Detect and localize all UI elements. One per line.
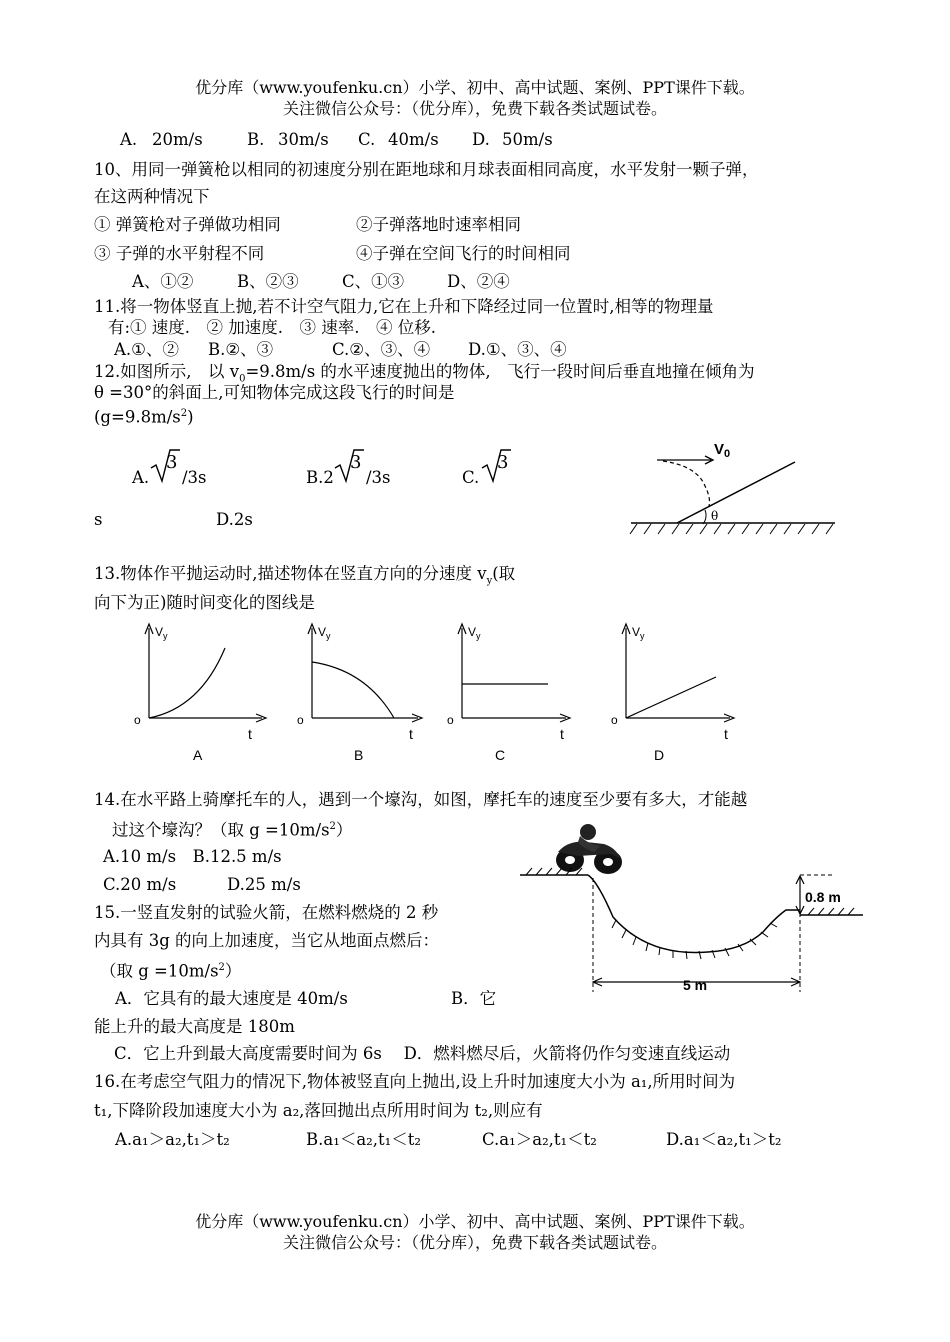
q12-line-3: $(g=9.8m/s^2)$ bbox=[94, 407, 194, 427]
q12-option-b-radicand: 3 bbox=[350, 452, 362, 473]
theta-label: θ bbox=[711, 509, 719, 523]
q12-line-1: 12.如图所示, 以 $v_0=9.8m/s$ 的水平速度抛出的物体, 飞行一段时间后垂直地撞在倾角为 bbox=[94, 362, 755, 385]
q11-option-c: C.②、③、④ bbox=[332, 340, 431, 359]
q11-option-b: B.②、③ bbox=[208, 340, 274, 359]
q9-option-b-label: B. bbox=[247, 130, 265, 149]
q16-option-b: B.a₁＜a₂,t₁＜t₂ bbox=[306, 1130, 422, 1149]
q13-graph-d bbox=[610, 618, 750, 770]
q14-line-2: 过这个壕沟？（取 $g =10m/s^2$） bbox=[112, 820, 353, 840]
q9-option-a-value: 20m/s bbox=[152, 130, 203, 149]
graph-a-vy-label: $V_y$ bbox=[155, 625, 168, 641]
q11-option-a: A.①、② bbox=[114, 340, 179, 359]
graph-c-t-label: t bbox=[560, 726, 564, 742]
q15-option-a: A．它具有的最大速度是 40m/s bbox=[115, 989, 348, 1008]
graph-d-t-label: t bbox=[724, 726, 728, 742]
q9-option-a-label: A. bbox=[120, 130, 138, 149]
q9-option-c-label: C. bbox=[358, 130, 376, 149]
q13-graph-b bbox=[296, 618, 436, 770]
q16-line-2: t₁,下降阶段加速度大小为 a₂,落回抛出点所用时间为 t₂,则应有 bbox=[94, 1101, 543, 1120]
q14-option-c: C.20 m/s bbox=[103, 875, 177, 894]
angle-arc bbox=[703, 510, 706, 524]
q15-line-1: 15.一竖直发射的试验火箭，在燃料燃烧的 2 秒 bbox=[94, 903, 439, 922]
graph-a-t-label: t bbox=[248, 726, 252, 742]
graph-b-vy-label: $V_y$ bbox=[318, 625, 331, 641]
q12-option-b-label: B.2 bbox=[306, 468, 334, 487]
q11-option-d: D.①、③、④ bbox=[468, 340, 567, 359]
q9-option-b-value: 30m/s bbox=[278, 130, 329, 149]
q12-incline-figure bbox=[625, 440, 840, 540]
header-line-1: 优分库（www.youfenku.cn）小学、初中、高中试题、案例、PPT课件下载。 bbox=[195, 78, 755, 97]
ditch-width-label: 5 m bbox=[683, 977, 708, 993]
header-line-2: 关注微信公众号：（优分库），免费下载各类试题试卷。 bbox=[282, 99, 667, 118]
q12-option-a-label: A. bbox=[132, 468, 150, 487]
graph-b-t-label: t bbox=[409, 726, 413, 742]
q10-statement-3: ③ 子弹的水平射程不同 bbox=[94, 244, 265, 263]
q12-option-c-label: C. bbox=[462, 468, 480, 487]
q12-option-b-tail: /3s bbox=[366, 468, 391, 487]
q14-line-1: 14.在水平路上骑摩托车的人，遇到一个壕沟，如图，摩托车的速度至少要有多大，才能越 bbox=[94, 790, 748, 809]
q15-option-b-end: 能上升的最大高度是 180m bbox=[94, 1017, 295, 1036]
incline-line bbox=[677, 462, 795, 523]
graph-d-vy-label: $V_y$ bbox=[632, 625, 645, 641]
q10-statement-4: ④子弹在空间飞行的时间相同 bbox=[356, 244, 571, 263]
q14-options-ab: A.10 m/s B.12.5 m/s bbox=[103, 847, 282, 866]
q15-line-3: （取 $g =10m/s^2$） bbox=[100, 961, 242, 981]
q10-option-d: D、②④ bbox=[447, 272, 510, 291]
q13-graph-a bbox=[130, 618, 270, 770]
graph-d-label: D bbox=[654, 747, 665, 763]
q15-option-b-start: B．它 bbox=[451, 989, 497, 1008]
q12-option-d: D.2s bbox=[216, 510, 253, 529]
q12-option-a-radicand: 3 bbox=[166, 452, 178, 473]
ground-hatching bbox=[630, 524, 833, 534]
q13-graph-c bbox=[446, 618, 586, 770]
q12-option-c-radicand: 3 bbox=[497, 452, 509, 473]
q10-statement-1: ① 弹簧枪对子弹做功相同 bbox=[94, 215, 281, 234]
graph-d-line bbox=[626, 677, 716, 718]
q14-ditch-figure bbox=[518, 822, 868, 997]
q16-line-1: 16.在考虑空气阻力的情况下,物体被竖直向上抛出,设上升时加速度大小为 a₁,所用时间为 bbox=[94, 1072, 736, 1091]
q16-option-a: A.a₁＞a₂,t₁＞t₂ bbox=[115, 1130, 230, 1149]
q12-line-2: θ =30°的斜面上,可知物体完成这段飞行的时间是 bbox=[94, 383, 455, 402]
graph-b-label: B bbox=[354, 747, 364, 763]
q15-line-2: 内具有 3g 的向上加速度，当它从地面点燃后： bbox=[94, 931, 440, 950]
q12-option-c-tail: s bbox=[94, 510, 103, 529]
v0-label: $V_0$ bbox=[714, 441, 731, 460]
q10-line-1: 10、用同一弹簧枪以相同的初速度分别在距地球和月球表面相同高度，水平发射一颗子弹， bbox=[94, 160, 759, 179]
q12-option-a-tail: /3s bbox=[182, 468, 207, 487]
q10-statement-2: ②子弹落地时速率相同 bbox=[356, 215, 521, 234]
q10-option-a: A、①② bbox=[132, 272, 194, 291]
q9-option-c-value: 40m/s bbox=[388, 130, 439, 149]
q10-option-b: B、②③ bbox=[237, 272, 299, 291]
graph-c-vy-label: $V_y$ bbox=[468, 625, 481, 641]
q13-line-1: 13.物体作平抛运动时,描述物体在竖直方向的分速度 $v_y$(取 bbox=[94, 564, 516, 587]
graph-d-origin: o bbox=[611, 713, 618, 727]
ditch-height-label: 0.8 m bbox=[805, 889, 841, 905]
q9-option-d-value: 50m/s bbox=[502, 130, 553, 149]
footer-line-1: 优分库（www.youfenku.cn）小学、初中、高中试题、案例、PPT课件下载。 bbox=[195, 1212, 755, 1231]
q16-option-d: D.a₁＜a₂,t₁＞t₂ bbox=[666, 1130, 782, 1149]
q9-option-d-label: D. bbox=[472, 130, 490, 149]
graph-b-origin: o bbox=[297, 713, 304, 727]
graph-a-label: A bbox=[193, 747, 203, 763]
q11-line-1: 11.将一物体竖直上抛,若不计空气阻力,它在上升和下降经过同一位置时,相等的物理量 bbox=[94, 297, 714, 316]
q15-options-cd: C．它上升到最大高度需要时间为 6s D．燃料燃尽后，火箭将仍作匀变速直线运动 bbox=[114, 1044, 731, 1063]
motorcycle-icon bbox=[556, 824, 622, 874]
q10-line-2: 在这两种情况下 bbox=[94, 187, 210, 206]
ditch-outline bbox=[588, 875, 800, 953]
graph-a-curve bbox=[149, 648, 225, 718]
footer-line-2: 关注微信公众号：（优分库），免费下载各类试题试卷。 bbox=[282, 1233, 667, 1252]
q16-option-c: C.a₁＞a₂,t₁＜t₂ bbox=[482, 1130, 597, 1149]
q13-line-2: 向下为正)随时间变化的图线是 bbox=[94, 593, 315, 612]
graph-b-curve bbox=[312, 662, 394, 718]
q14-option-d: D.25 m/s bbox=[227, 875, 301, 894]
graph-a-origin: o bbox=[134, 713, 141, 727]
graph-c-origin: o bbox=[447, 713, 454, 727]
graph-c-label: C bbox=[495, 747, 506, 763]
trajectory-path bbox=[663, 461, 710, 506]
q10-option-c: C、①③ bbox=[342, 272, 405, 291]
q11-line-2: 有:① 速度. ② 加速度. ③ 速率. ④ 位移. bbox=[108, 318, 437, 337]
